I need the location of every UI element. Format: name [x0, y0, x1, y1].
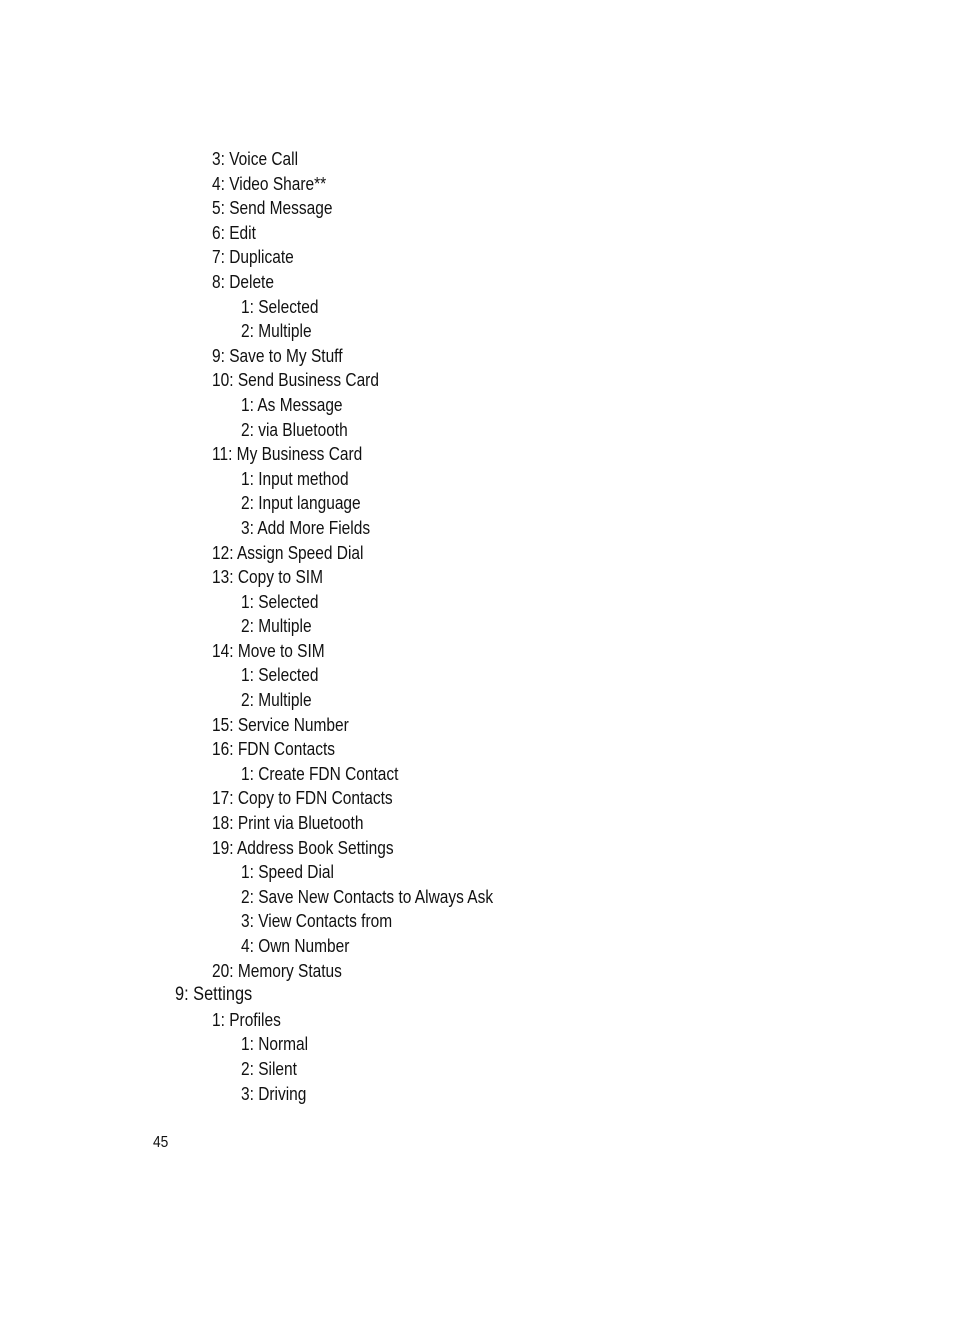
menu-item-label: 2: Input language	[241, 493, 361, 514]
menu-item-label: 1: Profiles	[212, 1009, 281, 1030]
submenu-item	[0, 688, 534, 713]
submenu-item	[0, 762, 534, 787]
menu-item	[0, 196, 534, 221]
menu-item	[0, 959, 534, 984]
submenu-item	[0, 491, 534, 516]
menu-item	[0, 737, 534, 762]
menu-item-label: 2: Silent	[241, 1058, 297, 1079]
submenu-item	[0, 1082, 534, 1107]
submenu-item	[0, 590, 534, 615]
menu-item-label: 9: Save to My Stuff	[212, 345, 343, 366]
menu-item	[0, 713, 534, 738]
menu-item-label: 7: Duplicate	[212, 247, 294, 268]
submenu-item	[0, 1057, 534, 1082]
menu-item	[0, 639, 534, 664]
menu-item-label: 1: As Message	[241, 394, 343, 415]
menu-item-label: 4: Video Share**	[212, 173, 327, 194]
menu-item	[0, 147, 534, 172]
menu-item-label: 3: Add More Fields	[241, 517, 371, 538]
menu-item-label: 1: Normal	[241, 1034, 309, 1055]
menu-item	[0, 368, 534, 393]
menu-item	[0, 836, 534, 861]
submenu-item	[0, 885, 534, 910]
menu-item-label: 3: Driving	[241, 1083, 307, 1104]
menu-item-label: 2: Multiple	[241, 321, 312, 342]
menu-item-label: 12: Assign Speed Dial	[212, 542, 364, 563]
menu-item	[0, 442, 534, 467]
submenu-item	[0, 860, 534, 885]
menu-item	[0, 172, 534, 197]
menu-heading	[0, 983, 534, 1008]
menu-item-label: 16: FDN Contacts	[212, 739, 336, 760]
submenu-item	[0, 467, 534, 492]
menu-item-label: 6: Edit	[212, 222, 256, 243]
menu-item-label: 2: Save New Contacts to Always Ask	[241, 886, 494, 907]
menu-item-label: 2: Multiple	[241, 690, 312, 711]
menu-item-label: 1: Speed Dial	[241, 862, 334, 883]
submenu-item	[0, 393, 534, 418]
menu-item-label: 8: Delete	[212, 271, 274, 292]
submenu-item	[0, 418, 534, 443]
menu-item	[0, 565, 534, 590]
submenu-item	[0, 614, 534, 639]
menu-item-label: 10: Send Business Card	[212, 370, 379, 391]
menu-item-label: 18: Print via Bluetooth	[212, 813, 364, 834]
submenu-item	[0, 909, 534, 934]
menu-item	[0, 245, 534, 270]
submenu-item	[0, 934, 534, 959]
menu-item-label: 15: Service Number	[212, 714, 349, 735]
menu-item	[0, 786, 534, 811]
menu-item-label: 1: Input method	[241, 468, 349, 489]
submenu-item	[0, 1032, 534, 1057]
menu-item-label: 4: Own Number	[241, 936, 350, 956]
menu-item-label: 19: Address Book Settings	[212, 837, 394, 858]
menu-item-label: 1: Selected	[241, 296, 319, 317]
menu-item	[0, 541, 534, 566]
menu-item-label: 13: Copy to SIM	[212, 567, 323, 588]
menu-item	[0, 1008, 534, 1033]
page-number: 45	[153, 1134, 169, 1151]
menu-item	[0, 270, 534, 295]
submenu-item	[0, 516, 534, 541]
menu-item-label: 3: View Contacts from	[241, 911, 393, 932]
menu-item-label: 2: via Bluetooth	[241, 419, 348, 440]
submenu-item	[0, 319, 534, 344]
menu-item-label: 11: My Business Card	[212, 444, 363, 465]
menu-item-label: 3: Voice Call	[212, 149, 299, 169]
submenu-item	[0, 663, 534, 688]
menu-item-label: 5: Send Message	[212, 198, 333, 219]
menu-item-label: 1: Create FDN Contact	[241, 763, 399, 784]
menu-item-label: 9: Settings	[175, 984, 253, 1006]
menu-item-label: 1: Selected	[241, 591, 319, 612]
menu-item	[0, 221, 534, 246]
menu-item-label: 1: Selected	[241, 665, 319, 686]
menu-item-label: 2: Multiple	[241, 616, 312, 637]
menu-item-label: 14: Move to SIM	[212, 640, 325, 661]
menu-item	[0, 344, 534, 369]
submenu-item	[0, 295, 534, 320]
menu-item	[0, 811, 534, 836]
menu-item-label: 17: Copy to FDN Contacts	[212, 788, 393, 809]
menu-outline	[0, 147, 534, 1106]
menu-item-label: 20: Memory Status	[212, 960, 342, 981]
